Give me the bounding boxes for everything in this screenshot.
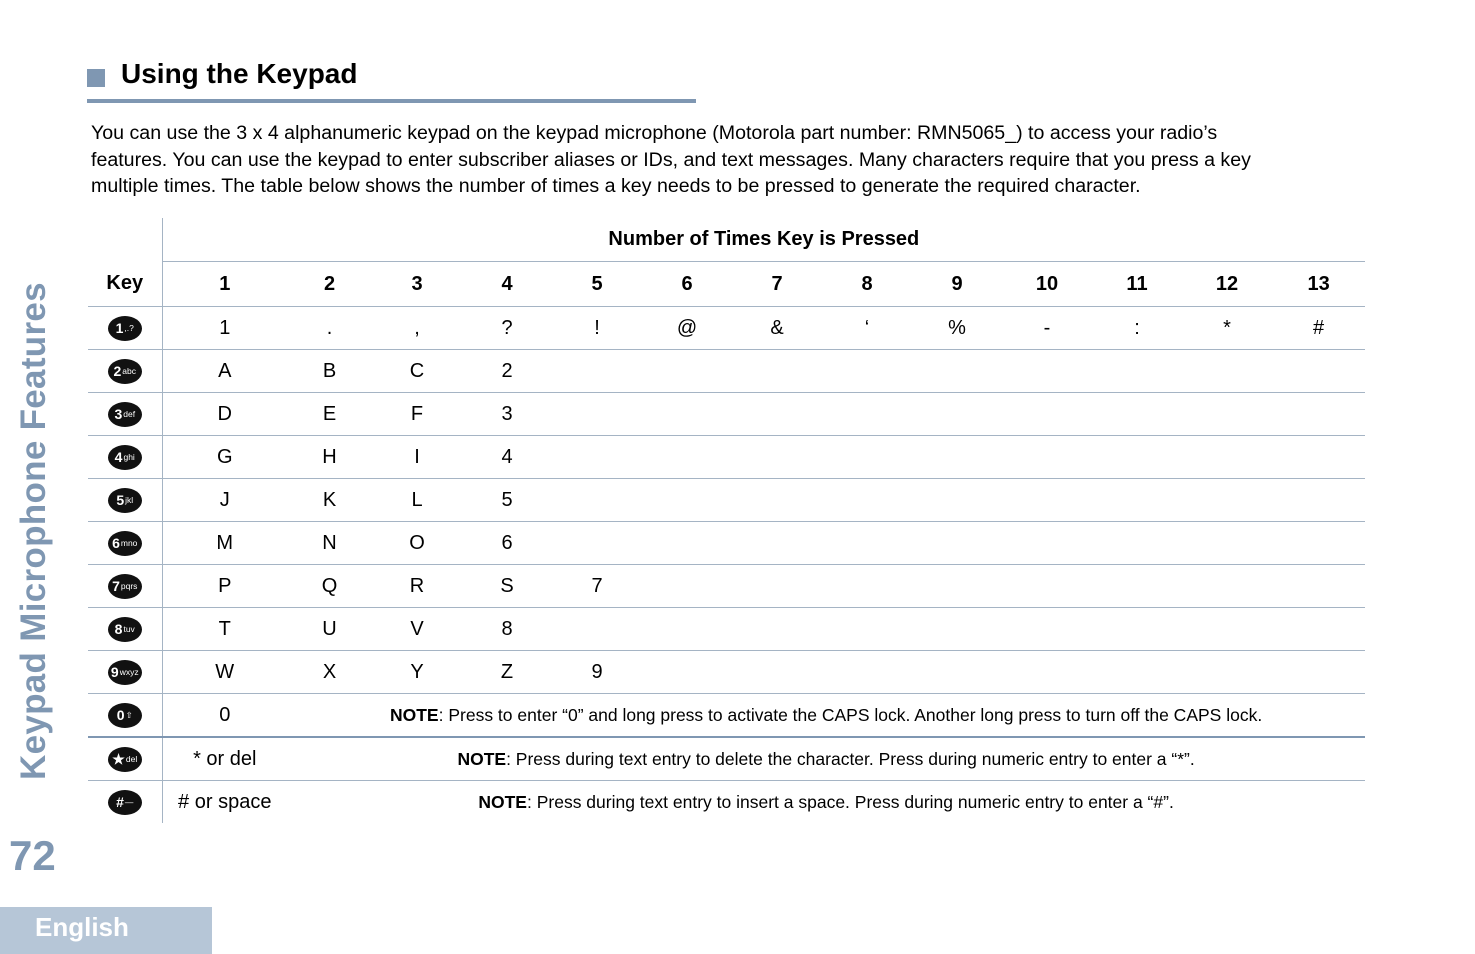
character-cell: H: [287, 436, 372, 479]
character-cell: %: [912, 307, 1002, 350]
key-digit: 0: [116, 707, 125, 723]
table-row: [88, 737, 1365, 781]
character-cell: [822, 651, 912, 694]
character-cell: [1092, 522, 1182, 565]
character-cell: X: [287, 651, 372, 694]
character-cell: ,: [372, 307, 462, 350]
character-cell: [912, 651, 1002, 694]
key-digit: 9: [110, 664, 119, 680]
character-cell: L: [372, 479, 462, 522]
key-cell: [88, 565, 162, 608]
key-digit: 7: [112, 578, 120, 594]
character-cell: ‘: [822, 307, 912, 350]
character-cell: [1002, 479, 1092, 522]
press-count-header: 3: [372, 262, 462, 307]
character-cell: [642, 522, 732, 565]
key-digit: 5: [116, 492, 125, 508]
press-count-header: 5: [552, 262, 642, 307]
character-cell: Q: [287, 565, 372, 608]
key-letters: wxyz: [119, 666, 139, 677]
character-cell: [1182, 608, 1272, 651]
key-4-icon: [108, 445, 142, 470]
character-cell: -: [1002, 307, 1092, 350]
character-cell: !: [552, 307, 642, 350]
character-cell: [1002, 436, 1092, 479]
character-cell: N: [287, 522, 372, 565]
note-cell: [287, 781, 1365, 824]
character-cell: 7: [552, 565, 642, 608]
note-cell: [287, 737, 1365, 781]
key-cell: [88, 694, 162, 738]
character-cell: ?: [462, 307, 552, 350]
character-cell: * or del: [162, 737, 287, 781]
character-cell: D: [162, 393, 287, 436]
character-cell: [732, 393, 822, 436]
character-cell: [1182, 522, 1272, 565]
character-cell: K: [287, 479, 372, 522]
character-cell: [1092, 393, 1182, 436]
note-label: NOTE: [478, 791, 527, 812]
key-letters: jkl: [125, 494, 134, 505]
key-0-icon: [108, 703, 142, 728]
character-cell: [732, 522, 822, 565]
character-cell: [1002, 651, 1092, 694]
press-count-header: 10: [1002, 262, 1092, 307]
character-cell: Z: [462, 651, 552, 694]
character-cell: # or space: [178, 790, 272, 813]
character-cell: [642, 651, 732, 694]
heading-underline: [87, 99, 696, 103]
key-cell: [88, 522, 162, 565]
character-cell: P: [162, 565, 287, 608]
character-cell: [1092, 350, 1182, 393]
character-cell: [822, 350, 912, 393]
table-title: Number of Times Key is Pressed: [162, 218, 1365, 262]
key-cell: [88, 393, 162, 436]
key-cell: [88, 479, 162, 522]
table-row: [88, 522, 1365, 565]
character-cell: [1272, 479, 1365, 522]
intro-paragraph: [91, 120, 1381, 200]
character-cell: O: [372, 522, 462, 565]
character-cell: [642, 608, 732, 651]
key-7-icon: [108, 574, 142, 599]
character-cell: 2: [462, 350, 552, 393]
table-row: [88, 393, 1365, 436]
character-cell: .: [287, 307, 372, 350]
table-row: [88, 436, 1365, 479]
character-cell: 4: [462, 436, 552, 479]
character-cell: [642, 436, 732, 479]
key-digit: 8: [114, 621, 123, 637]
key-star-del-icon: [108, 747, 142, 772]
table-row: [88, 307, 1365, 350]
press-count-header: 4: [462, 262, 552, 307]
table-row: [88, 608, 1365, 651]
note-text: : Press to enter “0” and long press to activate the CAPS lock. Another long press to turn off the CAPS lock.: [438, 704, 1263, 725]
character-cell: 6: [462, 522, 552, 565]
key-digit: 1: [115, 320, 124, 336]
table-header-row: [88, 262, 1365, 307]
character-cell: [912, 565, 1002, 608]
character-cell: S: [462, 565, 552, 608]
character-cell: [1272, 522, 1365, 565]
key-cell: [88, 608, 162, 651]
character-cell: [552, 436, 642, 479]
intro-line: multiple times. The table below shows the number of times a key needs to be pressed to generate the required character.: [91, 175, 1141, 197]
character-cell: [552, 479, 642, 522]
press-count-header: 7: [732, 262, 822, 307]
key-cell: [88, 737, 162, 781]
note-cell: [287, 694, 1365, 738]
keypad-press-table: [88, 218, 1365, 823]
character-cell: [1002, 608, 1092, 651]
key-letters: —: [124, 796, 134, 807]
key-6-icon: [108, 531, 142, 556]
character-cell: *: [1182, 307, 1272, 350]
character-cell: [642, 479, 732, 522]
character-cell: J: [162, 479, 287, 522]
key-digit: 2: [113, 363, 122, 379]
character-cell: [1272, 350, 1365, 393]
character-cell: [822, 565, 912, 608]
character-cell: [642, 393, 732, 436]
character-cell: F: [372, 393, 462, 436]
character-cell: [732, 436, 822, 479]
character-cell: [1002, 522, 1092, 565]
character-cell: [1272, 651, 1365, 694]
table-row: [88, 350, 1365, 393]
character-cell: [1182, 393, 1272, 436]
key-2-icon: [108, 359, 142, 384]
character-cell: [1002, 350, 1092, 393]
key-cell: [88, 436, 162, 479]
character-cell: [732, 565, 822, 608]
note-text: : Press during text entry to insert a space. Press during numeric entry to enter a “#”.: [526, 791, 1174, 812]
character-cell: T: [162, 608, 287, 651]
key-letters: ,.?: [124, 322, 134, 333]
heading-bullet-icon: [87, 69, 105, 87]
key-letters: del: [125, 753, 138, 764]
key-digit: #: [116, 794, 124, 810]
character-cell: [912, 436, 1002, 479]
character-cell: [1272, 393, 1365, 436]
character-cell: [552, 608, 642, 651]
character-cell: U: [287, 608, 372, 651]
character-cell: G: [162, 436, 287, 479]
character-cell: V: [372, 608, 462, 651]
character-cell: B: [287, 350, 372, 393]
character-cell: 3: [462, 393, 552, 436]
character-cell: [552, 350, 642, 393]
table-title-row: [88, 218, 1365, 262]
character-cell: [1272, 436, 1365, 479]
character-cell: 8: [462, 608, 552, 651]
press-count-header: 1: [162, 262, 287, 307]
key-letters: ghi: [123, 451, 135, 462]
character-cell: [912, 393, 1002, 436]
character-cell: E: [287, 393, 372, 436]
character-cell: [732, 479, 822, 522]
blank-header-cell: [88, 218, 162, 262]
press-count-header: 2: [287, 262, 372, 307]
character-cell: 5: [462, 479, 552, 522]
character-cell: [1182, 350, 1272, 393]
character-cell: [822, 436, 912, 479]
key-9-icon: [108, 660, 142, 685]
character-cell: 9: [552, 651, 642, 694]
section-side-title: Keypad Microphone Features: [14, 282, 53, 780]
character-cell: [1002, 393, 1092, 436]
character-cell: 1: [162, 307, 287, 350]
press-count-header: 12: [1182, 262, 1272, 307]
character-cell: @: [642, 307, 732, 350]
press-count-header: 11: [1092, 262, 1182, 307]
key-letters: def: [123, 408, 136, 419]
key-letters: ⇧: [125, 709, 133, 720]
character-cell: M: [162, 522, 287, 565]
character-cell: [552, 393, 642, 436]
key-hash-space-icon: [108, 790, 142, 815]
character-cell: [822, 608, 912, 651]
character-cell: [822, 522, 912, 565]
character-cell: [1272, 608, 1365, 651]
character-cell: [1182, 651, 1272, 694]
table-row: [88, 565, 1365, 608]
press-count-header: 13: [1272, 262, 1365, 307]
key-letters: tuv: [123, 623, 135, 634]
character-cell: [1182, 436, 1272, 479]
character-cell: [642, 565, 732, 608]
key-letters: mno: [120, 537, 138, 548]
key-5-icon: [108, 488, 142, 513]
table-row: [88, 781, 1365, 824]
key-digit: 3: [114, 406, 123, 422]
character-cell: [912, 608, 1002, 651]
character-cell: [822, 479, 912, 522]
press-count-header: 8: [822, 262, 912, 307]
key-8-icon: [108, 617, 142, 642]
page-number: 72: [9, 832, 56, 879]
key-cell: [88, 350, 162, 393]
key-letters: pqrs: [120, 580, 138, 591]
press-count-header: 9: [912, 262, 1002, 307]
character-cell: I: [372, 436, 462, 479]
character-cell: [822, 393, 912, 436]
note-text: : Press during text entry to delete the character. Press during numeric entry to enter a “*”.: [506, 748, 1195, 769]
character-cell: [1182, 479, 1272, 522]
character-cell: R: [372, 565, 462, 608]
key-cell: [88, 651, 162, 694]
character-cell: [1002, 565, 1092, 608]
character-cell: [732, 608, 822, 651]
character-cell: [1092, 608, 1182, 651]
intro-line: features. You can use the keypad to enter subscriber aliases or IDs, and text messages. Many characters require that you press a key: [91, 148, 1251, 171]
character-cell: [1092, 436, 1182, 479]
character-cell: [1182, 565, 1272, 608]
character-cell: &: [732, 307, 822, 350]
key-1-icon: [108, 316, 142, 341]
character-cell: :: [1092, 307, 1182, 350]
language-tab: English: [0, 907, 212, 954]
page-title: Using the Keypad: [121, 58, 358, 89]
character-cell: #: [1272, 307, 1365, 350]
key-letters: abc: [122, 365, 136, 376]
character-cell: [642, 350, 732, 393]
character-cell: [1092, 651, 1182, 694]
note-label: NOTE: [457, 748, 507, 769]
character-cell: [912, 522, 1002, 565]
character-cell: [732, 651, 822, 694]
intro-line: You can use the 3 x 4 alphanumeric keypad on the keypad microphone (Motorola part number: RMN5065_) to access your radio’s: [91, 122, 1218, 144]
character-cell: [1092, 479, 1182, 522]
key-column-header: Key: [88, 262, 162, 307]
key-digit: 4: [114, 449, 123, 465]
character-cell: A: [162, 350, 287, 393]
key-3-icon: [108, 402, 142, 427]
table-row: [88, 651, 1365, 694]
key-cell: [88, 781, 162, 824]
table-row: [88, 694, 1365, 738]
character-cell: [1272, 565, 1365, 608]
character-cell: 0: [162, 694, 287, 738]
character-cell: Y: [372, 651, 462, 694]
character-cell: [1092, 565, 1182, 608]
key-cell: [88, 307, 162, 350]
character-cell: [552, 522, 642, 565]
table-row: [88, 479, 1365, 522]
character-cell: W: [162, 651, 287, 694]
character-cell: [732, 350, 822, 393]
character-cell: C: [372, 350, 462, 393]
note-label: NOTE: [389, 704, 439, 725]
press-count-header: 6: [642, 262, 732, 307]
character-cell: [912, 350, 1002, 393]
character-cell: [912, 479, 1002, 522]
key-digit: ★: [112, 751, 125, 767]
key-digit: 6: [112, 535, 120, 551]
